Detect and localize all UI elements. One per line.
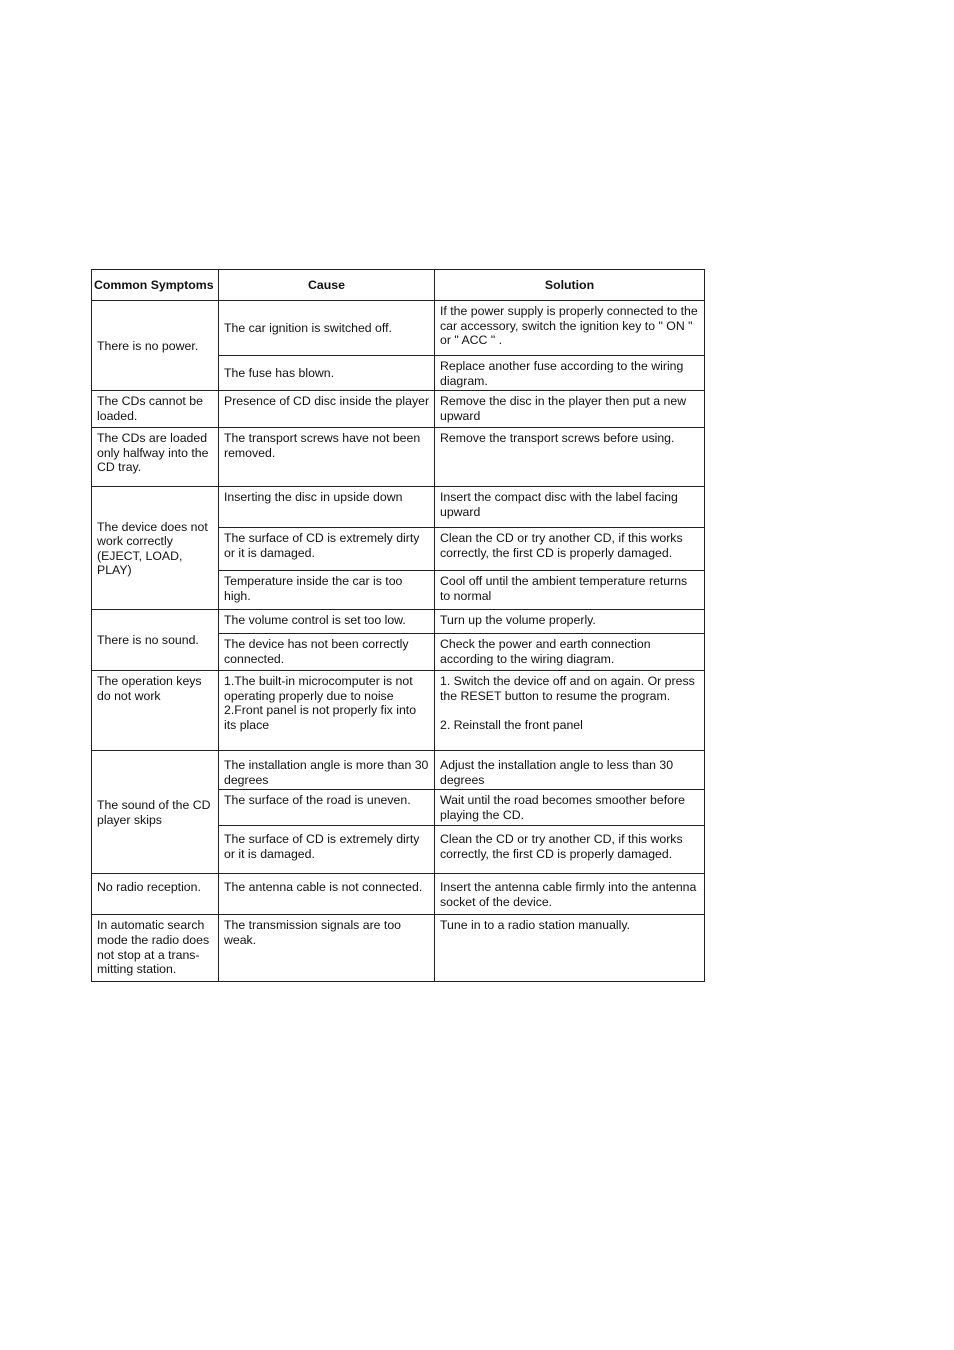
cause-cell: The surface of CD is extremely dirty or it is damaged. <box>219 528 435 571</box>
symptom-cell: The sound of the CD player skips <box>92 751 219 874</box>
solution-cell: Remove the transport screws before using. <box>435 428 705 487</box>
symptom-cell: The operation keys do not work <box>92 671 219 751</box>
solution-cell: Adjust the installation angle to less than 30 degrees <box>435 751 705 790</box>
cause-cell: The device has not been correctly connected. <box>219 634 435 671</box>
cause-cell: The fuse has blown. <box>219 356 435 391</box>
table-row <box>92 301 705 356</box>
solution-cell: If the power supply is properly connected to the car accessory, switch the ignition key to " ON " or " ACC " . <box>435 301 705 356</box>
symptom-cell: No radio reception. <box>92 874 219 915</box>
solution-cell: Clean the CD or try another CD, if this works correctly, the first CD is properly damaged. <box>435 826 705 874</box>
table-row <box>92 610 705 634</box>
cause-cell: The surface of the road is uneven. <box>219 790 435 826</box>
symptom-cell: The CDs cannot be loaded. <box>92 391 219 428</box>
cause-cell: The transport screws have not been removed. <box>219 428 435 487</box>
table-row <box>92 915 705 982</box>
table-row <box>92 391 705 428</box>
solution-cell: Insert the antenna cable firmly into the antenna socket of the device. <box>435 874 705 915</box>
symptom-cell: The CDs are loaded only halfway into the CD tray. <box>92 428 219 487</box>
cause-cell: Inserting the disc in upside down <box>219 487 435 528</box>
solution-cell: Insert the compact disc with the label facing upward <box>435 487 705 528</box>
solution-cell: Check the power and earth connection according to the wiring diagram. <box>435 634 705 671</box>
cause-cell: 1.The built-in microcomputer is not operating properly due to noise 2.Front panel is not properly fix into its place <box>219 671 435 751</box>
cause-cell: The antenna cable is not connected. <box>219 874 435 915</box>
cause-cell: Temperature inside the car is too high. <box>219 571 435 610</box>
cause-cell: The volume control is set too low. <box>219 610 435 634</box>
solution-cell: Wait until the road becomes smoother before playing the CD. <box>435 790 705 826</box>
cause-cell: The surface of CD is extremely dirty or it is damaged. <box>219 826 435 874</box>
table-row <box>92 751 705 790</box>
symptom-cell: The device does not work correctly (EJECT, LOAD, PLAY) <box>92 487 219 610</box>
header-solution: Solution <box>435 270 705 301</box>
solution-cell: Tune in to a radio station manually. <box>435 915 705 982</box>
table-row <box>92 487 705 528</box>
symptom-cell: There is no power. <box>92 301 219 391</box>
table-row <box>92 671 705 751</box>
cause-cell: The installation angle is more than 30 degrees <box>219 751 435 790</box>
solution-cell: Remove the disc in the player then put a new upward <box>435 391 705 428</box>
table-row <box>92 874 705 915</box>
solution-cell: Turn up the volume properly. <box>435 610 705 634</box>
header-cause: Cause <box>219 270 435 301</box>
solution-cell: Cool off until the ambient temperature returns to normal <box>435 571 705 610</box>
symptom-cell: In automatic search mode the radio does not stop at a trans-mitting station. <box>92 915 219 982</box>
symptom-cell: There is no sound. <box>92 610 219 671</box>
solution-cell: 1. Switch the device off and on again. Or press the RESET button to resume the program. 2. Reinstall the front panel <box>435 671 705 751</box>
solution-cell: Clean the CD or try another CD, if this works correctly, the first CD is properly damaged. <box>435 528 705 571</box>
cause-cell: Presence of CD disc inside the player <box>219 391 435 428</box>
table-row <box>92 428 705 487</box>
cause-cell: The transmission signals are too weak. <box>219 915 435 982</box>
troubleshooting-table <box>91 269 705 982</box>
header-symptoms: Common Symptoms <box>92 270 219 301</box>
table-header-row <box>92 270 705 301</box>
cause-cell: The car ignition is switched off. <box>219 301 435 356</box>
solution-cell: Replace another fuse according to the wiring diagram. <box>435 356 705 391</box>
